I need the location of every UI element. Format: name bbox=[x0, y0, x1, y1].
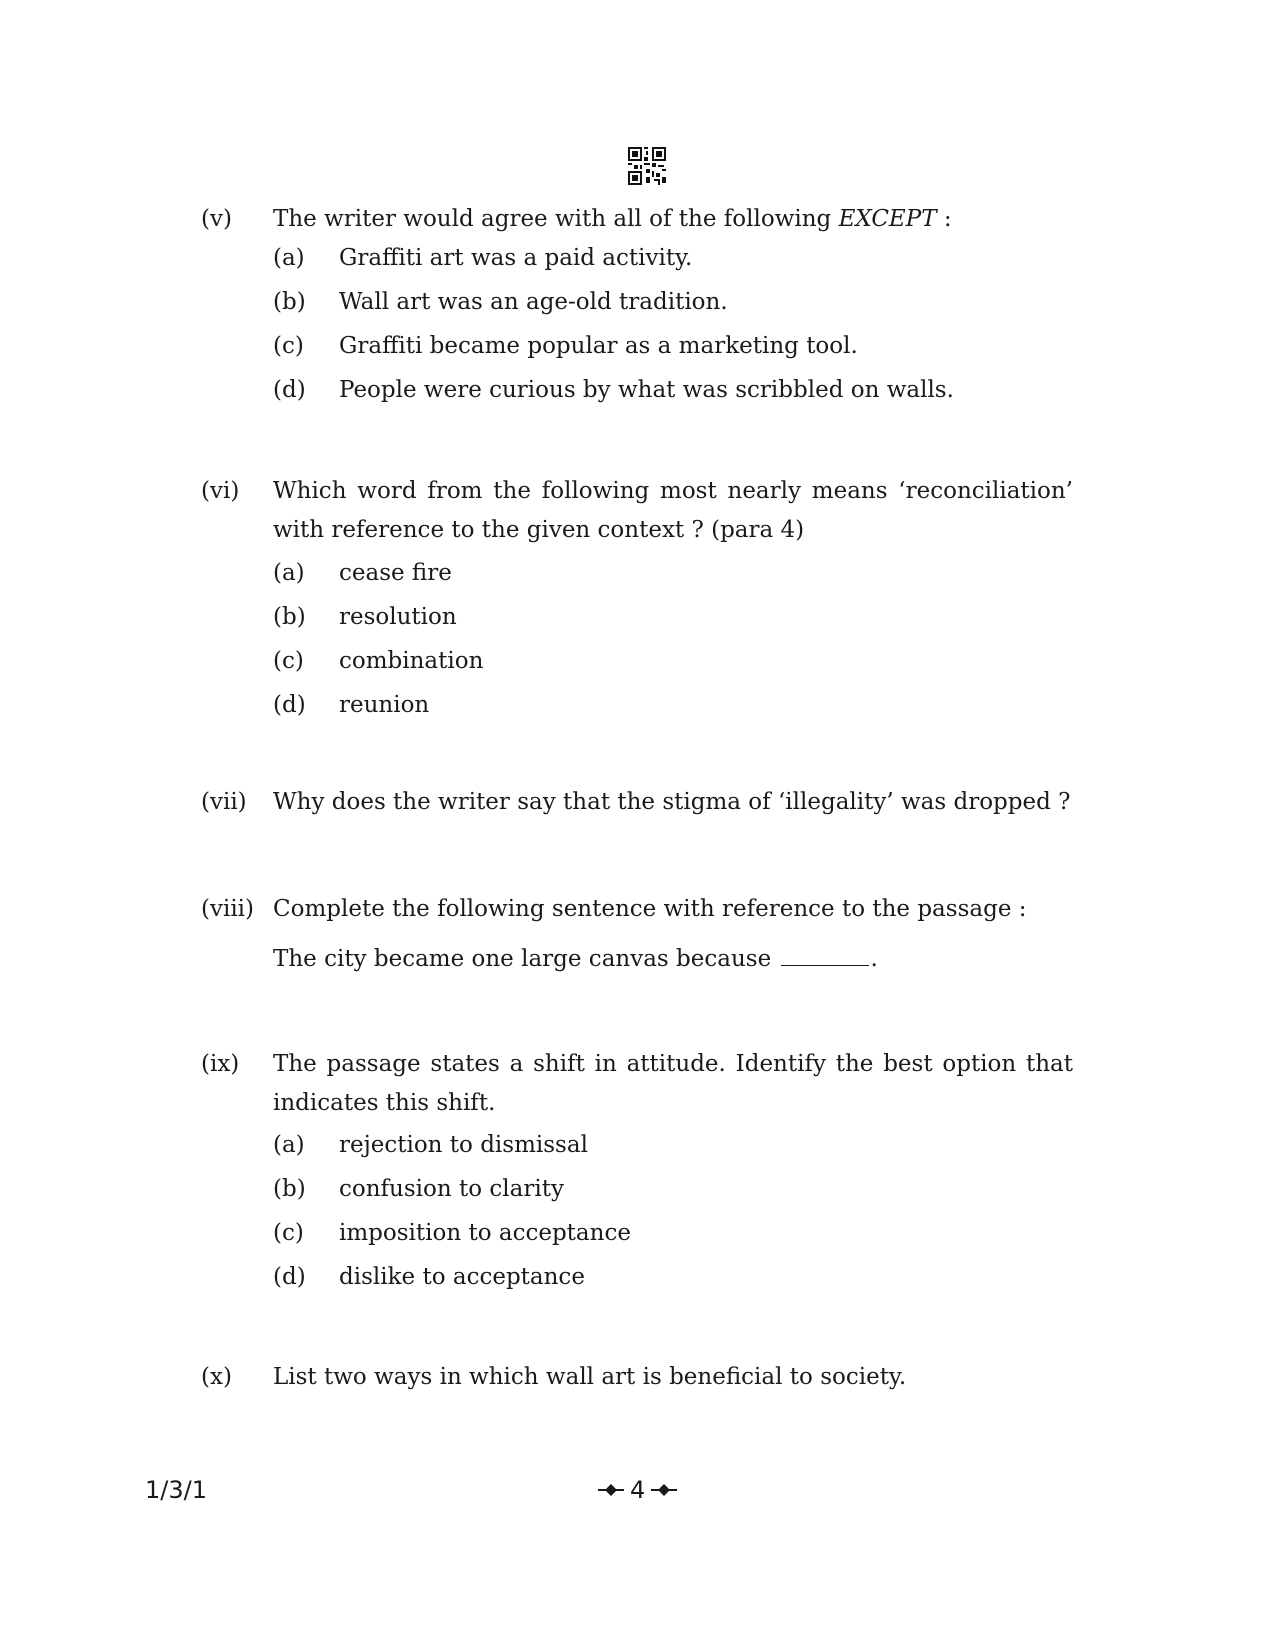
question-number: (viii) bbox=[201, 896, 255, 922]
question-stem: The passage states a shift in attitude. Identify the best option that indicates this shift. bbox=[273, 1051, 1073, 1116]
question-number: (vi) bbox=[201, 478, 240, 504]
question-number: (vii) bbox=[201, 789, 247, 815]
question-stem: The writer would agree with all of the following EXCEPT : bbox=[273, 206, 952, 232]
question-number: (x) bbox=[201, 1364, 232, 1390]
question-stem: Why does the writer say that the stigma of ‘illegality’ was dropped ? bbox=[273, 789, 1071, 815]
paper-code: 1/3/1 bbox=[145, 1476, 207, 1504]
page-number-block bbox=[598, 1476, 677, 1504]
qr-code-icon bbox=[628, 147, 666, 185]
diamond-ornament-icon bbox=[651, 1483, 677, 1497]
diamond-ornament-icon bbox=[598, 1483, 624, 1497]
question-number: (v) bbox=[201, 206, 232, 232]
question-number: (ix) bbox=[201, 1051, 240, 1077]
answer-blank[interactable] bbox=[781, 947, 869, 966]
fill-in-sentence: The city became one large canvas because . bbox=[273, 946, 878, 972]
page-number: 4 bbox=[630, 1476, 646, 1504]
question-stem: Which word from the following most nearly means ‘reconciliation’ with reference to the given context ? (para 4) bbox=[273, 478, 1073, 543]
question-stem: Complete the following sentence with reference to the passage : bbox=[273, 896, 1027, 922]
question-stem: List two ways in which wall art is beneficial to society. bbox=[273, 1364, 907, 1390]
